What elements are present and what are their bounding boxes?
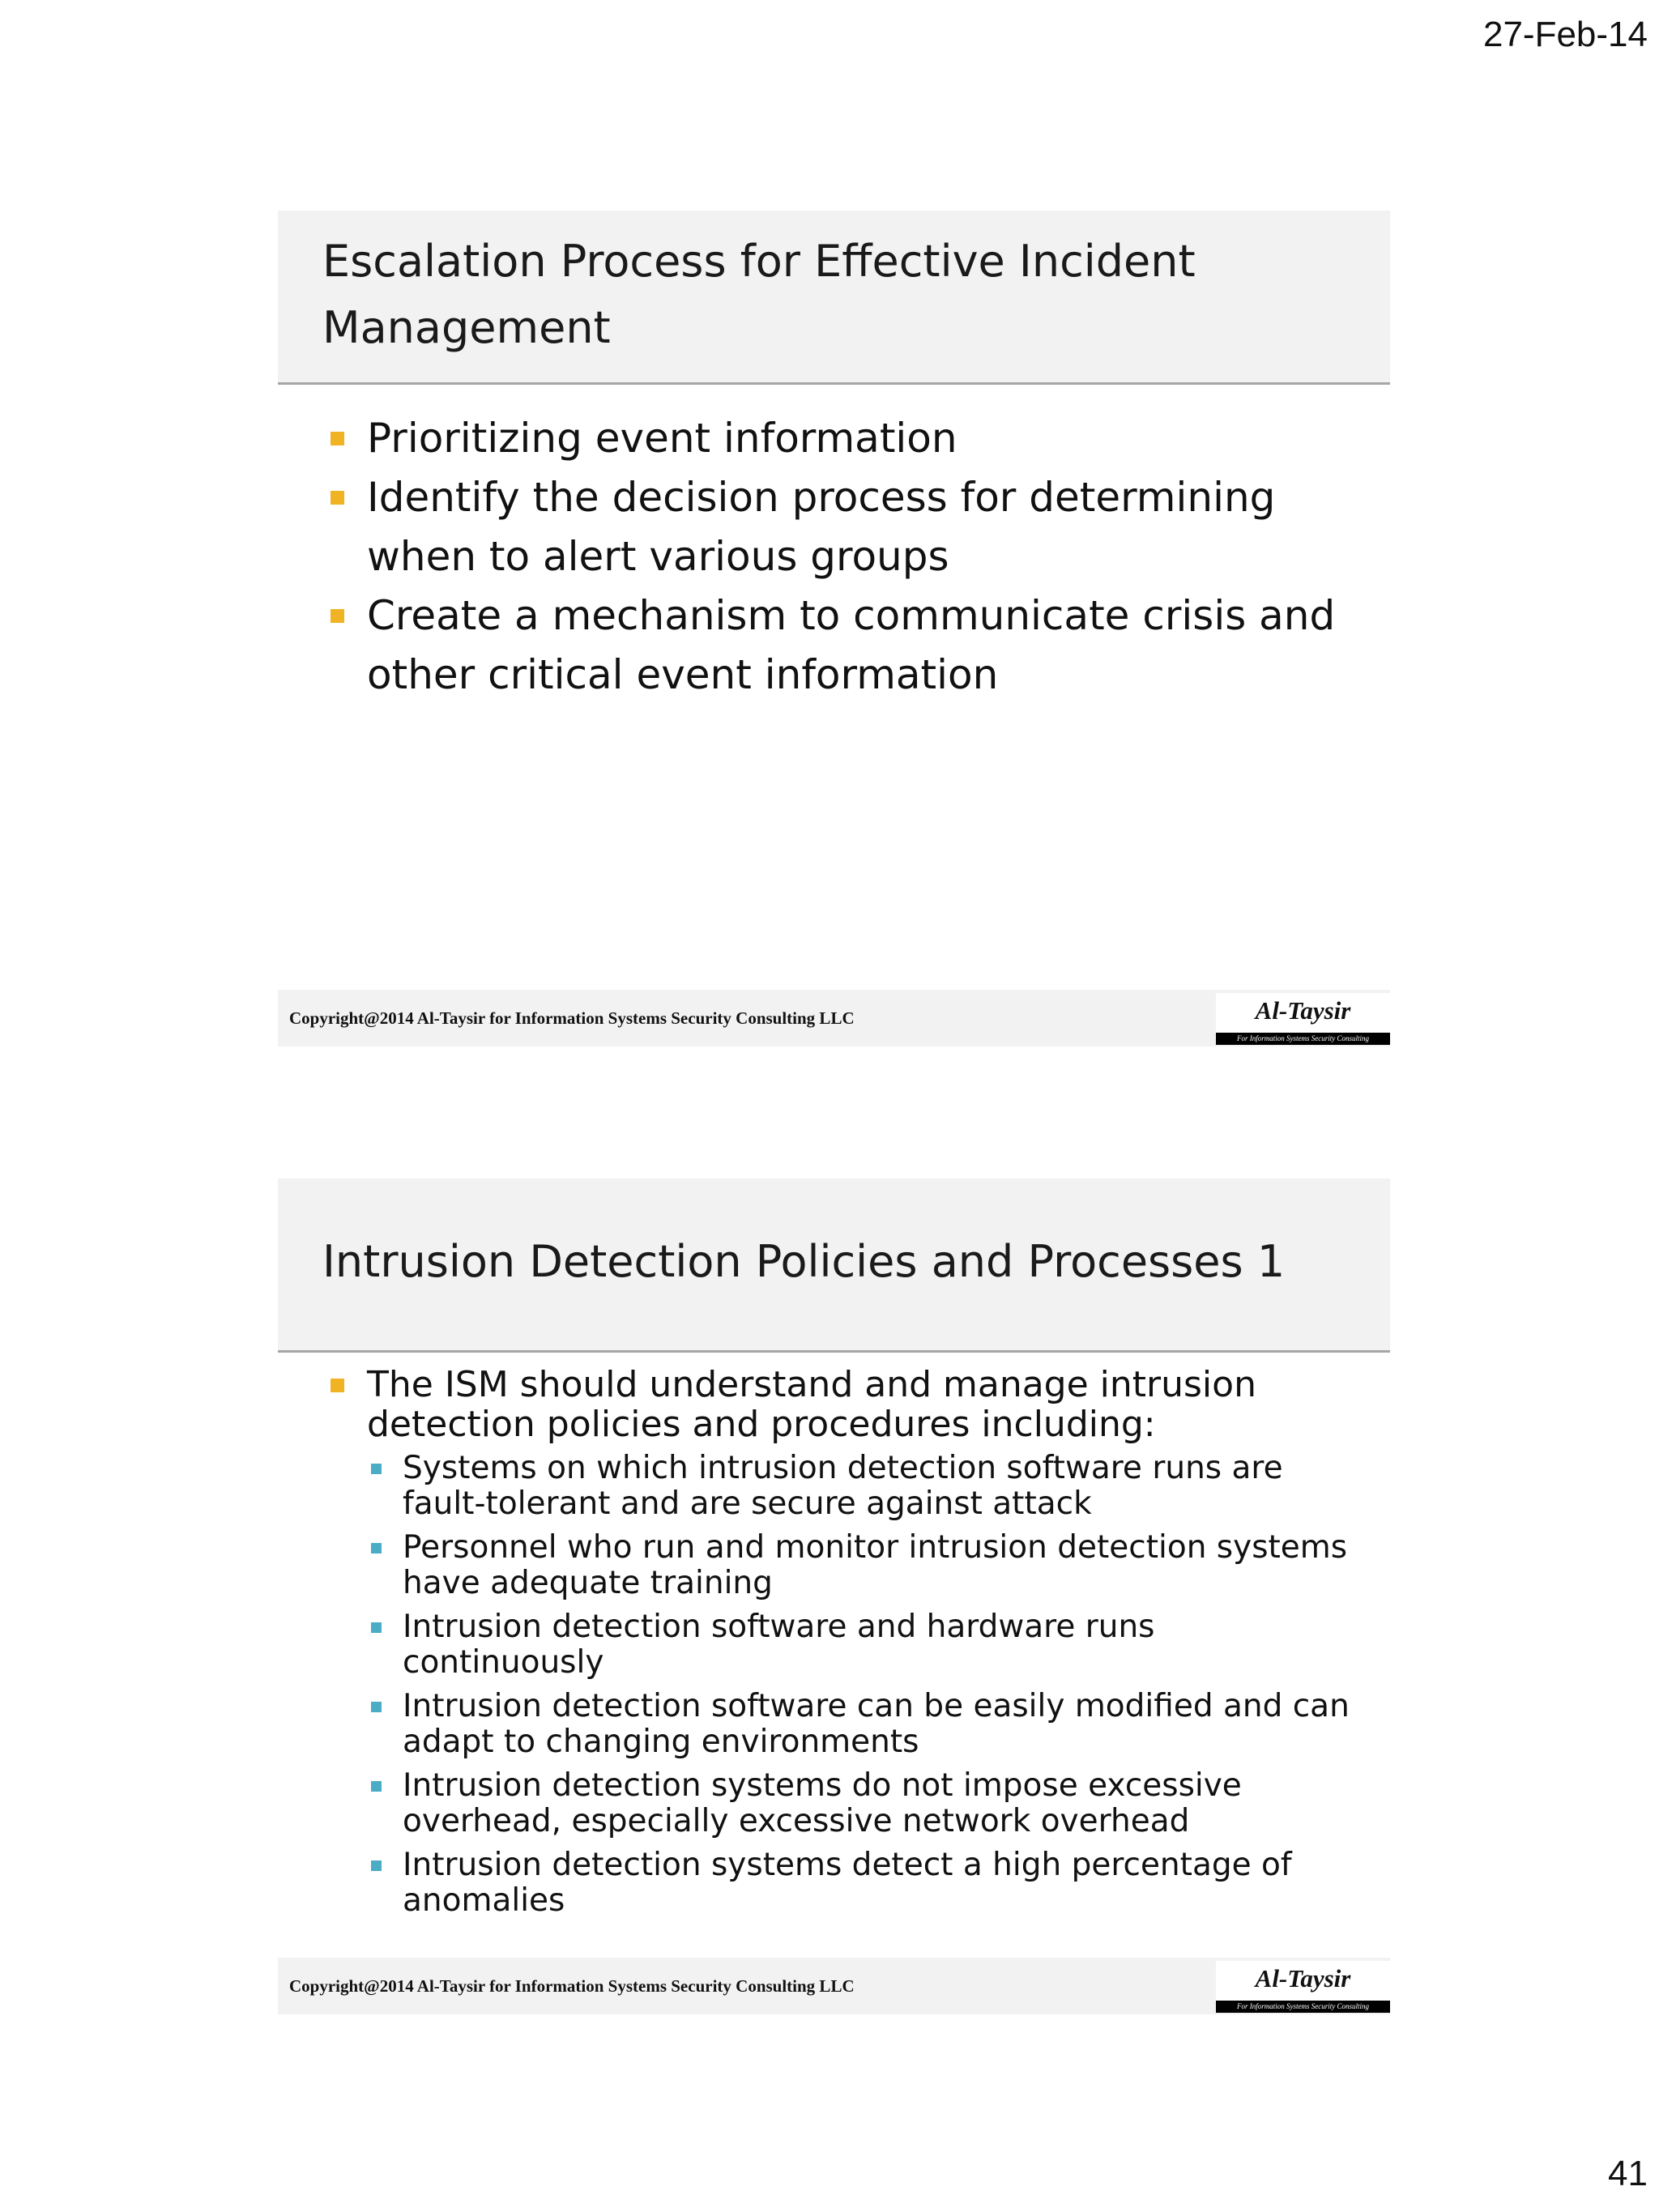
page-date: 27-Feb-14 (1482, 15, 1648, 54)
slide-intrusion-detection (278, 1178, 1390, 2016)
sub-bullet-item (367, 1689, 1359, 1760)
slide-title-band (278, 1178, 1390, 1353)
bullet-list (331, 1365, 1359, 1927)
bullet-list (331, 409, 1351, 705)
sub-bullet-item (367, 1768, 1359, 1839)
square-bullet-icon (331, 491, 344, 505)
sub-bullet-item (367, 1848, 1359, 1919)
slide-title: Escalation Process for Effective Incident Management (322, 236, 1196, 353)
slide-title-band (278, 211, 1390, 385)
sub-bullet-item (367, 1609, 1359, 1681)
square-bullet-icon (331, 609, 344, 623)
sub-bullet-item (367, 1530, 1359, 1601)
bullet-item (331, 586, 1351, 705)
slide-title: Intrusion Detection Policies and Processes 1 (322, 1236, 1286, 1287)
sub-bullet-item (367, 1451, 1359, 1522)
square-bullet-icon (331, 1379, 344, 1392)
bullet-text: Identify the decision process for determining when to alert various groups (367, 474, 1276, 580)
sub-bullet-text: Intrusion detection software and hardware runs continuously (403, 1609, 1155, 1681)
square-sub-bullet-icon (371, 1860, 382, 1871)
slide-footer (278, 990, 1390, 1046)
slide-escalation-process (278, 211, 1390, 1048)
square-bullet-icon (331, 432, 344, 445)
copyright-text: Copyright@2014 Al-Taysir for Information Systems Security Consulting LLC (289, 1976, 855, 1996)
bullet-text: Prioritizing event information (367, 415, 957, 462)
logo-name: Al-Taysir (1255, 1964, 1351, 1993)
bullet-item (331, 1365, 1359, 1919)
sub-bullet-text: Intrusion detection software can be easily modified and can adapt to changing environments (403, 1688, 1350, 1760)
bullet-item (331, 409, 1351, 468)
company-logo (1216, 993, 1390, 1045)
square-sub-bullet-icon (371, 1702, 382, 1712)
company-logo (1216, 1961, 1390, 2013)
sub-bullet-text: Systems on which intrusion detection software runs are fault-tolerant and are secure against attack (403, 1450, 1283, 1522)
logo-name: Al-Taysir (1255, 996, 1351, 1025)
copyright-text: Copyright@2014 Al-Taysir for Information Systems Security Consulting LLC (289, 1008, 855, 1028)
logo-tagline: For Information Systems Security Consulting (1216, 2001, 1390, 2013)
sub-bullet-text: Intrusion detection systems do not impose excessive overhead, especially excessive network overhead (403, 1767, 1242, 1839)
bullet-text: The ISM should understand and manage intrusion detection policies and procedures including: (367, 1364, 1256, 1445)
bullet-item (331, 468, 1351, 586)
sub-bullet-text: Intrusion detection systems detect a high percentage of anomalies (403, 1847, 1292, 1919)
slide-footer (278, 1958, 1390, 2014)
square-sub-bullet-icon (371, 1543, 382, 1554)
sub-bullet-list (367, 1451, 1359, 1919)
square-sub-bullet-icon (371, 1781, 382, 1792)
square-sub-bullet-icon (371, 1622, 382, 1633)
page-number: 41 (1608, 2154, 1648, 2193)
logo-tagline: For Information Systems Security Consulting (1216, 1033, 1390, 1045)
sub-bullet-text: Personnel who run and monitor intrusion detection systems have adequate training (403, 1529, 1348, 1601)
bullet-text: Create a mechanism to communicate crisis and other critical event information (367, 592, 1336, 698)
square-sub-bullet-icon (371, 1464, 382, 1474)
